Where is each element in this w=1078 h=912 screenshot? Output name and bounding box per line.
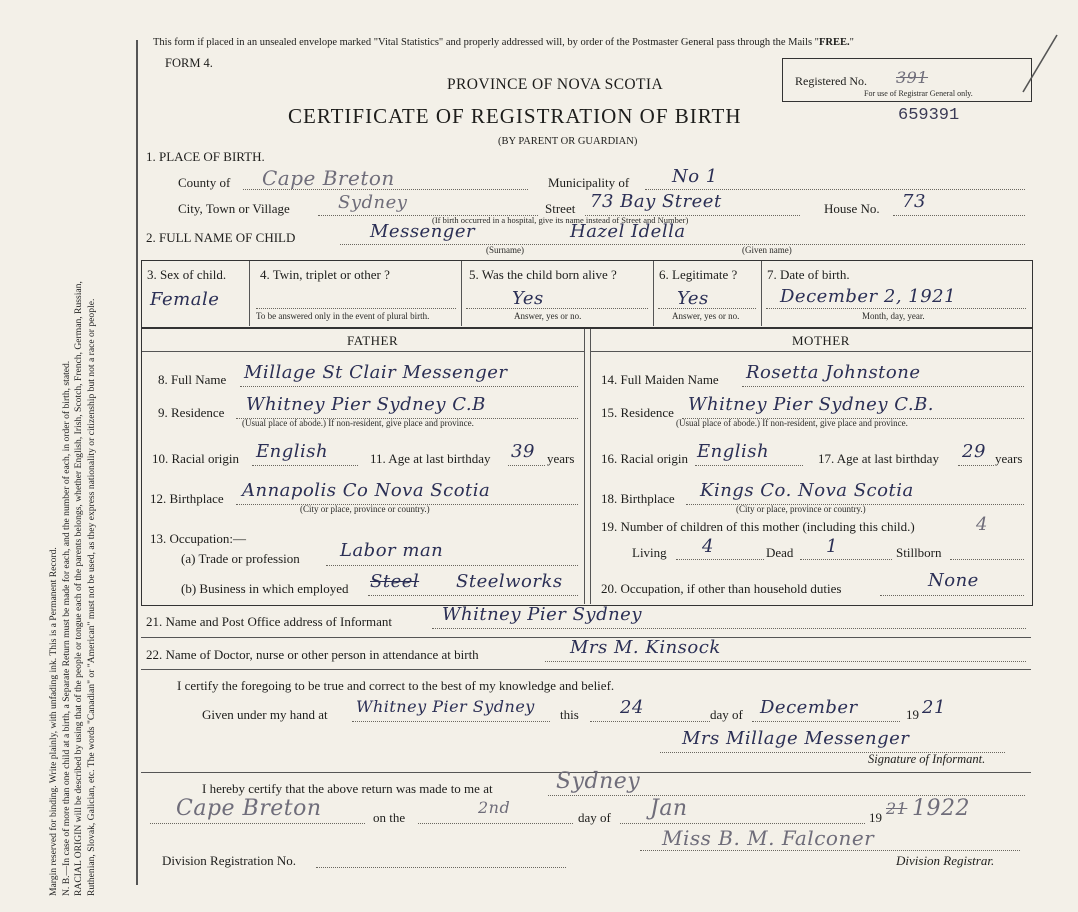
doctor-value: Mrs M. Kinsock xyxy=(570,637,721,658)
given-caption: (Given name) xyxy=(742,245,792,255)
signature-caption: Signature of Informant. xyxy=(868,752,986,766)
mother-birthplace-value: Kings Co. Nova Scotia xyxy=(700,480,914,501)
pencil-mark xyxy=(1015,30,1065,100)
house-label: House No. xyxy=(824,201,880,216)
father-age-label: 11. Age at last birthday xyxy=(370,451,491,466)
mother-residence-value: Whitney Pier Sydney C.B. xyxy=(688,394,935,415)
given-place-value: Whitney Pier Sydney xyxy=(356,697,535,716)
registrar-certify-text: I hereby certify that the above return was made to me at xyxy=(202,781,493,796)
given-month-value: December xyxy=(760,697,858,718)
father-name-value: Millage St Clair Messenger xyxy=(244,362,508,383)
province-heading: PROVINCE OF NOVA SCOTIA xyxy=(447,76,664,93)
registrar-year-value: 1922 xyxy=(912,796,970,821)
living-value: 4 xyxy=(702,536,714,557)
stamped-number: 659391 xyxy=(898,106,960,125)
on-the-label: on the xyxy=(373,810,406,825)
father-business-value: Steelworks xyxy=(456,571,563,592)
registrar-day-of-label: day of xyxy=(578,810,611,825)
mother-residence-caption: (Usual place of abode.) If non-resident, give place and province. xyxy=(676,418,908,428)
margin-instructions xyxy=(48,16,98,896)
registered-no-label: Registered No. xyxy=(795,74,867,88)
mother-heading: MOTHER xyxy=(792,333,850,348)
registrar-year-prefix: 19 xyxy=(869,810,882,825)
city-label: City, Town or Village xyxy=(178,201,290,216)
given-day-value: 24 xyxy=(620,697,644,718)
registrar-use-note: For use of Registrar General only. xyxy=(864,89,973,98)
father-racial-value: English xyxy=(256,441,329,462)
street-label: Street xyxy=(545,201,576,216)
margin-line-2: N. B.—In case of more than one child at a birth, a Separate Return must be made for each, and the number of each, in order of birth, stated. xyxy=(60,360,72,896)
sex-label: 3. Sex of child. xyxy=(147,267,227,282)
mother-age-unit: years xyxy=(995,451,1023,466)
division-registrar-caption: Division Registrar. xyxy=(896,853,995,868)
father-trade-label: (a) Trade or profession xyxy=(181,551,300,566)
mother-racial-label: 16. Racial origin xyxy=(601,451,689,466)
registrar-signature: Miss B. M. Falconer xyxy=(662,826,875,850)
child-given-value: Hazel Idella xyxy=(570,221,686,242)
given-under-label: Given under my hand at xyxy=(202,707,328,722)
registrar-year-struck: 21 xyxy=(886,799,908,818)
father-birthplace-caption: (City or place, province or country.) xyxy=(300,504,430,514)
street-note: (If birth occurred in a hospital, give its name instead of Street and Number) xyxy=(432,215,689,225)
mail-notice: This form if placed in an unsealed envelope marked "Vital Statistics" and properly addressed will, by order of the Postmaster General pass through the Mails "FREE." xyxy=(153,37,854,48)
legitimate-value: Yes xyxy=(677,288,709,309)
mother-age-value: 29 xyxy=(962,441,986,462)
mother-occupation-label: 20. Occupation, if other than household duties xyxy=(601,581,842,596)
informant-value: Whitney Pier Sydney xyxy=(442,604,643,625)
day-of-label: day of xyxy=(710,707,743,722)
form-number: FORM 4. xyxy=(165,56,213,70)
father-residence-value: Whitney Pier Sydney C.B xyxy=(246,394,486,415)
given-year-value: 21 xyxy=(922,697,946,718)
registrar-month-value: Jan xyxy=(650,796,688,821)
father-business-struck: Steel xyxy=(370,571,420,592)
father-birthplace-value: Annapolis Co Nova Scotia xyxy=(242,480,491,501)
mother-name-value: Rosetta Johnstone xyxy=(746,362,921,383)
father-age-unit: years xyxy=(547,451,575,466)
doctor-label: 22. Name of Doctor, nurse or other person in attendance at birth xyxy=(146,647,479,662)
mother-children-label: 19. Number of children of this mother (including this child.) xyxy=(601,519,915,534)
margin-line-4: Ruthenian, Slovak, Galician, etc. The words "Canadian" or "American" must not be used, as they express nationality or citizenship but not a race or people. xyxy=(85,298,97,896)
father-occupation-label: 13. Occupation:— xyxy=(150,531,247,546)
child-surname-value: Messenger xyxy=(370,221,476,242)
county-label: County of xyxy=(178,175,231,190)
twin-label: 4. Twin, triplet or other ? xyxy=(260,267,390,282)
city-value: Sydney xyxy=(338,192,408,213)
surname-caption: (Surname) xyxy=(486,245,524,255)
legitimate-caption: Answer, yes or no. xyxy=(672,311,740,321)
alive-caption: Answer, yes or no. xyxy=(514,311,582,321)
father-birthplace-label: 12. Birthplace xyxy=(150,491,224,506)
stillborn-label: Stillborn xyxy=(896,545,942,560)
certify-text: I certify the foregoing to be true and correct to the best of my knowledge and belief. xyxy=(177,678,615,693)
registered-no-value: 391 xyxy=(896,68,929,87)
child-name-label: 2. FULL NAME OF CHILD xyxy=(146,230,296,245)
house-value: 73 xyxy=(902,191,926,212)
alive-label: 5. Was the child born alive ? xyxy=(469,267,617,282)
page-title: CERTIFICATE OF REGISTRATION OF BIRTH xyxy=(288,104,742,128)
mother-children-value: 4 xyxy=(976,514,988,535)
informant-label: 21. Name and Post Office address of Informant xyxy=(146,614,392,629)
father-heading: FATHER xyxy=(347,333,399,348)
mother-racial-value: English xyxy=(697,441,770,462)
alive-value: Yes xyxy=(512,288,544,309)
division-registration-label: Division Registration No. xyxy=(162,853,296,868)
date-caption: Month, day, year. xyxy=(862,311,925,321)
given-year-prefix: 19 xyxy=(906,707,919,722)
dead-label: Dead xyxy=(766,545,794,560)
subtitle: (BY PARENT OR GUARDIAN) xyxy=(498,136,638,147)
street-value: 73 Bay Street xyxy=(590,191,722,212)
county-value: Cape Breton xyxy=(262,166,395,190)
father-racial-label: 10. Racial origin xyxy=(152,451,240,466)
margin-line-1: Margin reserved for binding. Write plainly, with unfading ink. This is a Permanent Record. xyxy=(48,547,59,896)
mother-age-label: 17. Age at last birthday xyxy=(818,451,939,466)
twin-note: To be answered only in the event of plural birth. xyxy=(256,311,430,321)
sex-value: Female xyxy=(150,289,220,310)
informant-signature: Mrs Millage Messenger xyxy=(682,728,910,749)
mother-residence-label: 15. Residence xyxy=(601,405,674,420)
mother-occupation-value: None xyxy=(928,570,979,591)
registrar-day-value: 2nd xyxy=(478,798,511,817)
mother-birthplace-label: 18. Birthplace xyxy=(601,491,675,506)
margin-line-3: RACIAL ORIGIN will be described by using that of the people or tongue each of the parents belongs, whether English, Irish, Scotch, French, German, Russian, xyxy=(73,281,84,896)
father-trade-value: Labor man xyxy=(340,540,444,561)
father-residence-label: 9. Residence xyxy=(158,405,225,420)
municipality-label: Municipality of xyxy=(548,175,630,190)
mother-name-label: 14. Full Maiden Name xyxy=(601,372,719,387)
registrar-place-value: Sydney xyxy=(556,769,641,794)
municipality-value: No 1 xyxy=(672,166,718,187)
mother-birthplace-caption: (City or place, province or country.) xyxy=(736,504,866,514)
left-border xyxy=(136,40,138,885)
date-value: December 2, 1921 xyxy=(780,286,957,307)
this-label: this xyxy=(560,707,579,722)
legitimate-label: 6. Legitimate ? xyxy=(659,267,738,282)
dead-value: 1 xyxy=(826,536,838,557)
father-residence-caption: (Usual place of abode.) If non-resident, give place and province. xyxy=(242,418,474,428)
place-of-birth-label: 1. PLACE OF BIRTH. xyxy=(146,149,265,164)
father-business-label: (b) Business in which employed xyxy=(181,581,349,596)
registrar-district-value: Cape Breton xyxy=(176,796,322,821)
father-age-value: 39 xyxy=(511,441,535,462)
father-name-label: 8. Full Name xyxy=(158,372,227,387)
date-label: 7. Date of birth. xyxy=(767,267,850,282)
living-label: Living xyxy=(632,545,667,560)
